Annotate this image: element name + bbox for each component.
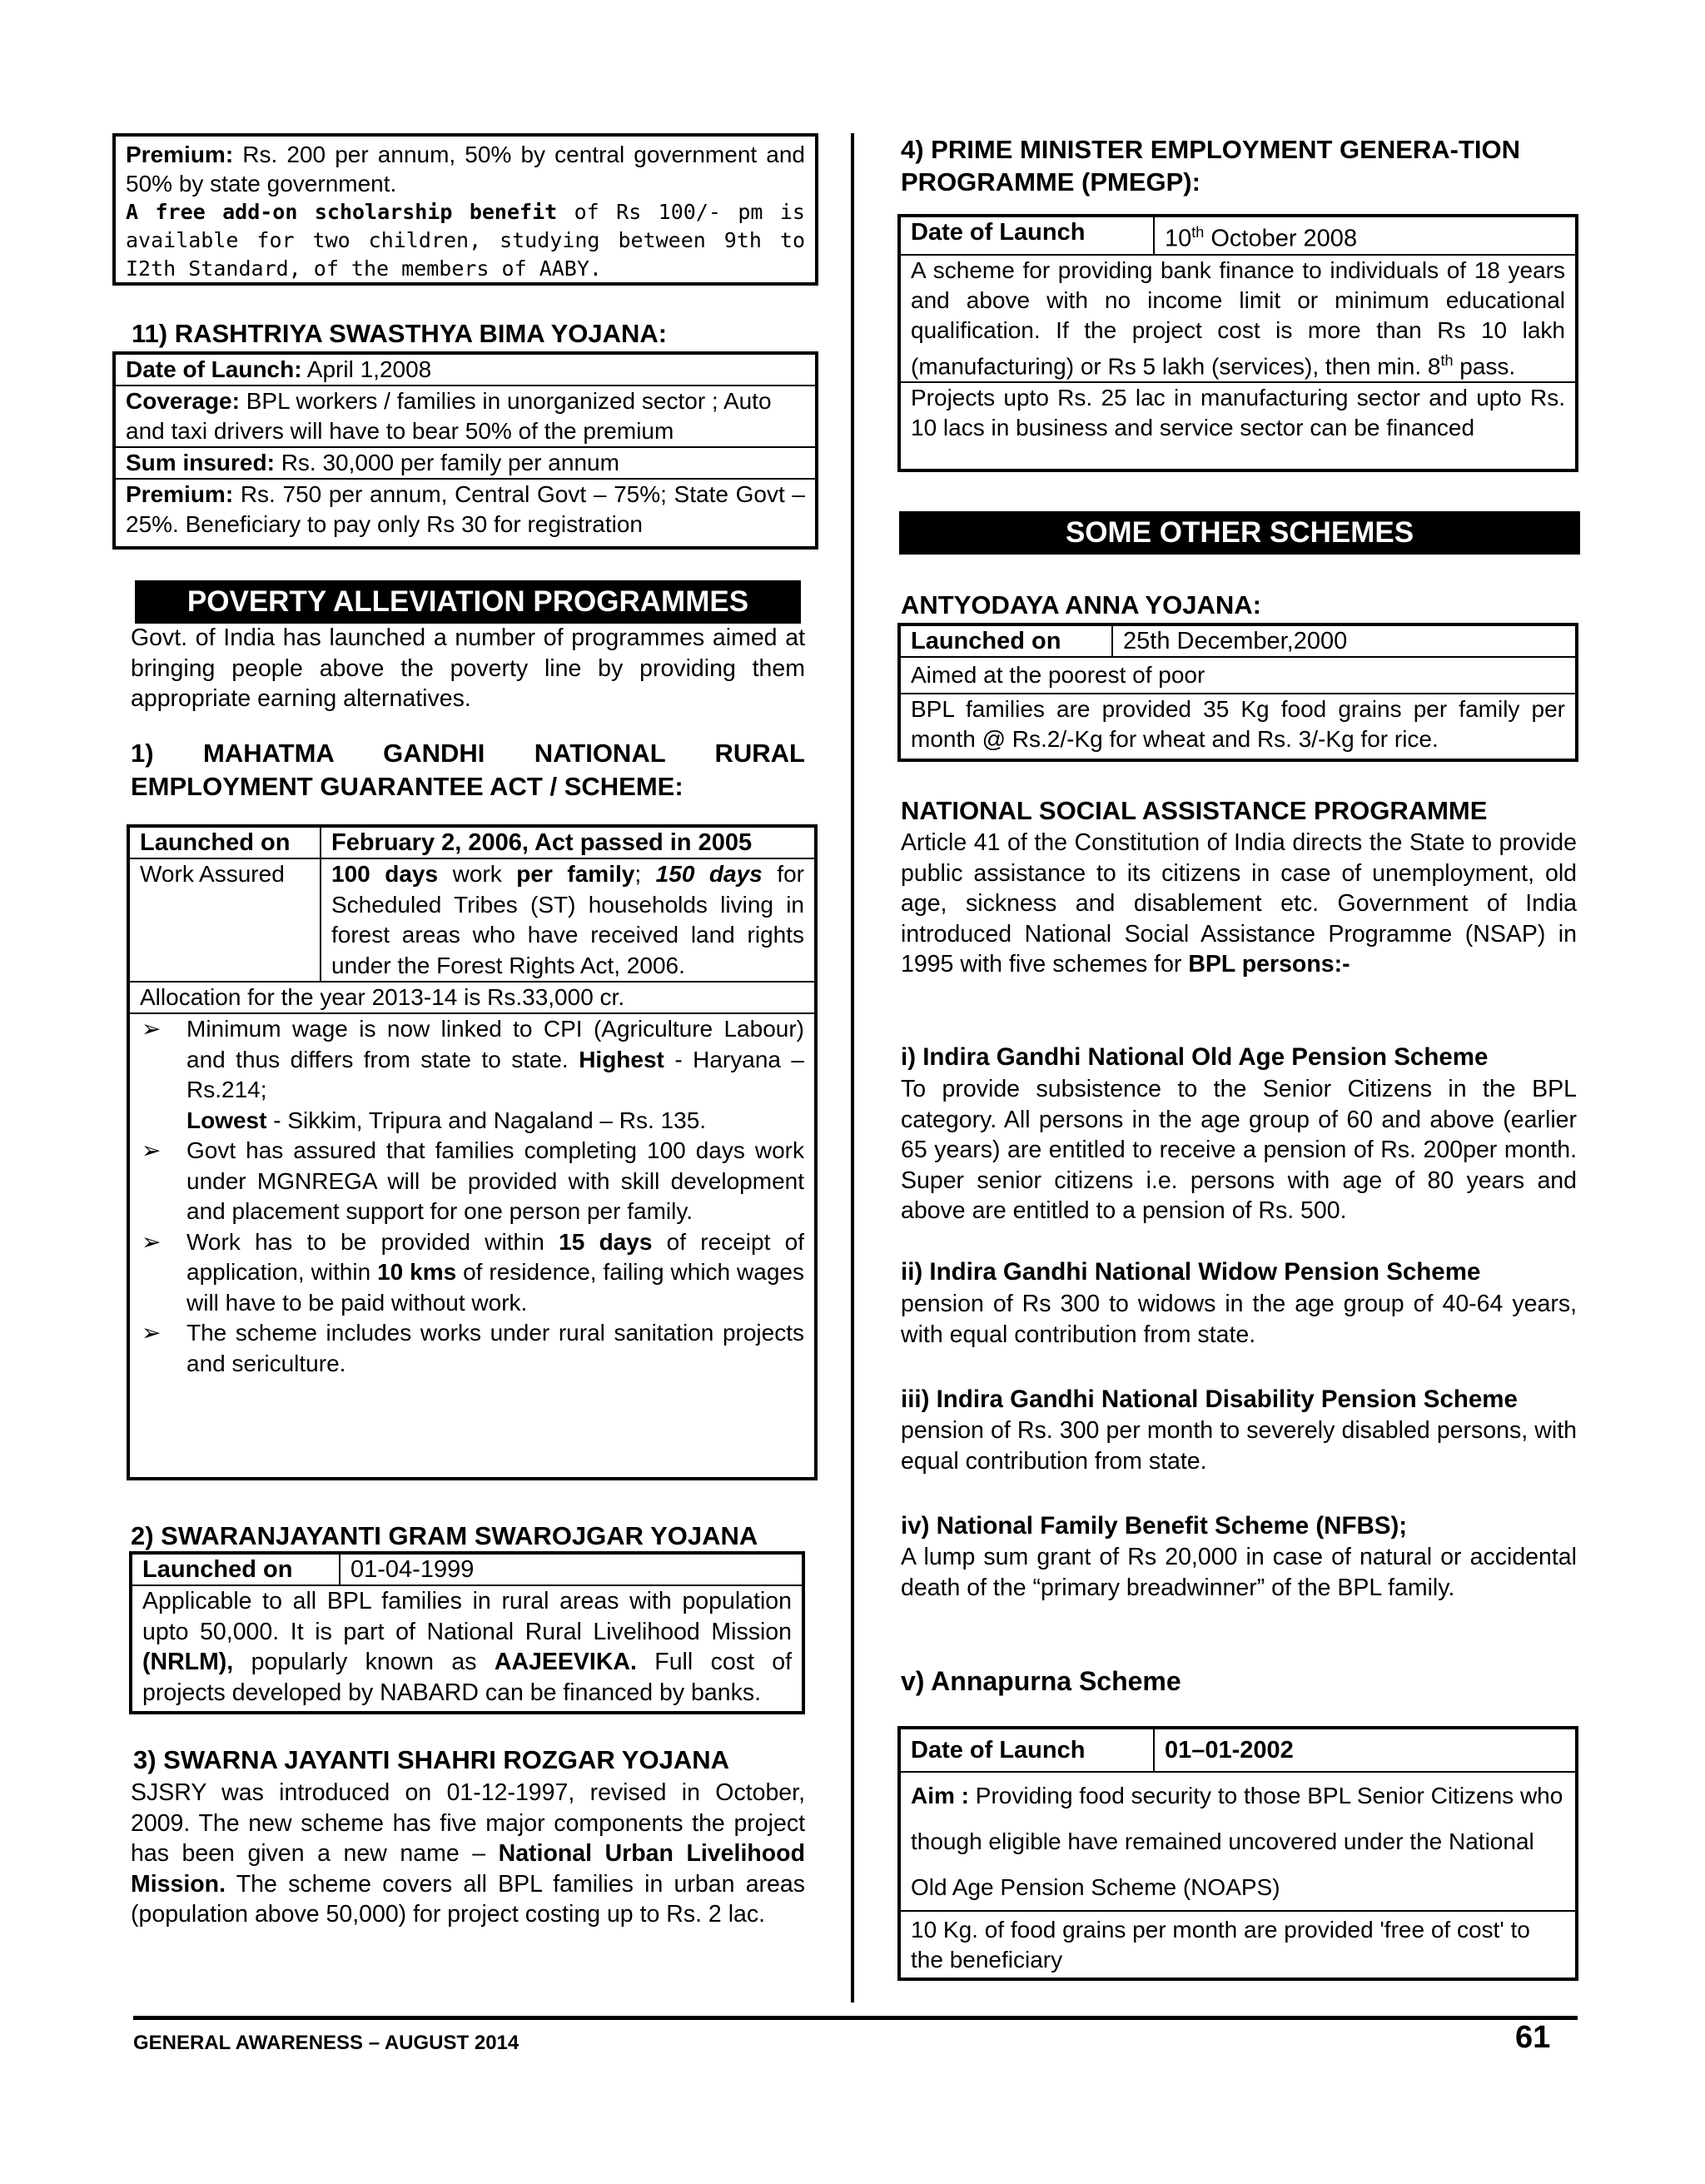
aay-aim: Aimed at the poorest of poor	[901, 658, 1575, 694]
mgnrega-heading: 1) MAHATMA GANDHI NATIONAL RURAL EMPLOYMENT GUARANTEE ACT / SCHEME:	[131, 739, 805, 801]
footer-title: GENERAL AWARENESS – AUGUST 2014	[133, 2032, 519, 2054]
nsap-s1-heading: i) Indira Gandhi National Old Age Pension Scheme	[901, 1043, 1489, 1071]
poverty-banner: POVERTY ALLEVIATION PROGRAMMES	[135, 580, 801, 624]
footer-rule	[133, 2016, 1578, 2020]
list-item: ➢ Minimum wage is now linked to CPI (Agriculture Labour) and thus differs from state to state. Highest - Haryana – Rs.214; Lowest - Sikkim, Tripura and Nagaland – Rs. 135.	[142, 1016, 805, 1133]
annapurna-grains: 10 Kg. of food grains per month are provided 'free of cost' to the beneficiary	[911, 1917, 1530, 1973]
nsap-s3-text: pension of Rs. 300 per month to severely disabled persons, with equal contribution from state.	[901, 1417, 1577, 1475]
aaby-box	[112, 133, 818, 286]
aay-table: Launched on 25th December,2000 Aimed at the poorest of poor BPL families are provided 35 Kg food grains per family per month @ Rs.2/-Kg for wheat and Rs. 3/-Kg for rice.	[897, 623, 1578, 762]
rsby-heading: 11) RASHTRIYA SWASTHYA BIMA YOJANA:	[132, 319, 668, 348]
aay-heading: ANTYODAYA ANNA YOJANA:	[901, 590, 1261, 619]
annapurna-aim: Aim : Providing food security to those BPL Senior Citizens who though eligible have remained uncovered under the National Old Age Pension Scheme (NOAPS)	[901, 1773, 1575, 1912]
page-number: 61	[1515, 2020, 1551, 2055]
aaby-premium: Premium: Rs. 200 per annum, 50% by central government and 50% by state government.	[126, 142, 805, 197]
pmegp-desc: A scheme for providing bank finance to individuals of 18 years and above with no income limit or minimum educational qualification. If the project cost is more than Rs 10 lakh (manufacturing) or Rs 5 lakh (services), then min. 8th pass.	[901, 256, 1575, 383]
mgnrega-work-row: Work Assured 100 days work per family; 150 days for Scheduled Tribes (ST) households living in forest areas who have received land rights under the Forest Rights Act, 2006.	[130, 859, 814, 983]
mgnrega-allocation: Allocation for the year 2013-14 is Rs.33,000 cr.	[130, 983, 814, 1014]
nsap-s4-heading: iv) National Family Benefit Scheme (NFBS);	[901, 1512, 1408, 1540]
nsap-intro: Article 41 of the Constitution of India directs the State to provide public assistance to its citizens in case of unemployment, old age, sickness and disablement etc. Government of India introduced National Social Assistance Programme (NSAP) in 1995 with five schemes for BPL persons:-	[901, 829, 1577, 978]
nsap-s5-heading: v) Annapurna Scheme	[901, 1666, 1181, 1696]
pmegp-heading: 4) PRIME MINISTER EMPLOYMENT GENERA-TION PROGRAMME (PMEGP):	[901, 135, 1521, 197]
nsap-heading: NATIONAL SOCIAL ASSISTANCE PROGRAMME	[901, 796, 1488, 825]
mgnrega-bullets	[130, 1014, 814, 1379]
rsby-premium-row: Premium: Rs. 750 per annum, Central Govt – 75%; State Govt – 25%. Beneficiary to pay only Rs 30 for registration	[126, 481, 805, 537]
sjsry-heading: 3) SWARNA JAYANTI SHAHRI ROZGAR YOJANA	[133, 1745, 729, 1774]
list-item: ➢ Govt has assured that families completing 100 days work under MGNREGA will be provided with skill development and placement support for one person per family.	[142, 1137, 804, 1224]
nsap-s1-text: To provide subsistence to the Senior Citizens in the BPL category. All persons in the age group of 60 and above (earlier 65 years) are entitled to receive a pension of Rs. 200per month. Super senior citizens i.e. persons with age of 80 years and above are entitled to a pension of Rs. 500.	[901, 1076, 1577, 1224]
list-item: ➢ The scheme includes works under rural sanitation projects and sericulture.	[142, 1320, 804, 1376]
nsap-s3-heading: iii) Indira Gandhi National Disability Pension Scheme	[901, 1386, 1518, 1413]
nsap-s4-text: A lump sum grant of Rs 20,000 in case of natural or accidental death of the “primary breadwinner” of the BPL family.	[901, 1544, 1577, 1601]
mgnrega-table	[127, 824, 818, 1480]
sgsy-table: Launched on 01-04-1999 Applicable to all BPL families in rural areas with population upto 50,000. It is part of National Rural Livelihood Mission (NRLM), popularly known as AAJEEVIKA. Full cost of projects developed by NABARD can be financed by banks.	[129, 1551, 805, 1714]
poverty-intro: Govt. of India has launched a number of programmes aimed at bringing people above the poverty line by providing them appropriate earning alternatives.	[131, 624, 805, 712]
sgsy-desc: Applicable to all BPL families in rural areas with population upto 50,000. It is part of National Rural Livelihood Mission (NRLM), popularly known as AAJEEVIKA. Full cost of projects developed by NABARD can be financed by banks.	[142, 1588, 793, 1706]
sgsy-heading: 2) SWARANJAYANTI GRAM SWAROJGAR YOJANA	[131, 1521, 758, 1550]
list-item: ➢ Work has to be provided within 15 days of receipt of application, within 10 kms of residence, failing which wages will have to be paid without work.	[142, 1228, 804, 1316]
nsap-s2-heading: ii) Indira Gandhi National Widow Pension Scheme	[901, 1258, 1481, 1286]
mgnrega-launched-row: Launched on February 2, 2006, Act passed in 2005	[130, 828, 814, 859]
rsby-coverage-row: Coverage: BPL workers / families in unorganized sector ; Auto and taxi drivers will have to bear 50% of the premium	[116, 386, 815, 448]
rsby-table	[112, 351, 818, 550]
pmegp-projects: Projects upto Rs. 25 lac in manufacturing sector and upto Rs. 10 lacs in business and service sector can be financed	[911, 384, 1565, 440]
nsap-s2-text: pension of Rs 300 to widows in the age group of 40-64 years, with equal contribution from state.	[901, 1291, 1577, 1348]
rsby-launch-row: Date of Launch: April 1,2008	[116, 355, 815, 386]
rsby-sum-row: Sum insured: Rs. 30,000 per family per annum	[116, 448, 815, 480]
annapurna-table: Date of Launch 01–01-2002 Aim : Providing food security to those BPL Senior Citizens who though eligible have remained uncovered under the National Old Age Pension Scheme (NOAPS) 10 Kg. of food grains per month are provided 'free of cost' to the beneficiary	[897, 1726, 1578, 1981]
column-divider	[851, 133, 854, 2002]
other-schemes-banner: SOME OTHER SCHEMES	[899, 511, 1580, 555]
aay-grains: BPL families are provided 35 Kg food grains per family per month @ Rs.2/-Kg for wheat and Rs. 3/-Kg for rice.	[911, 696, 1565, 752]
sjsry-text: SJSRY was introduced on 01-12-1997, revised in October, 2009. The new scheme has five major components the project has been given a new name – National Urban Livelihood Mission. The scheme covers all BPL families in urban areas (population above 50,000) for project costing up to Rs. 2 lac.	[131, 1779, 805, 1928]
aaby-addon: A free add-on scholarship benefit of Rs 100/- pm is available for two children, studying between 9th to I2th Standard, of the members of AABY.	[126, 200, 805, 281]
pmegp-table: Date of Launch 10th October 2008 A scheme for providing bank finance to individuals of 18 years and above with no income limit or minimum educational qualification. If the project cost is more than Rs 10 lakh (manufacturing) or Rs 5 lakh (services), then min. 8th pass. Projects upto Rs. 25 lac in manufacturing sector and upto Rs. 10 lacs in business and service sector can be financed	[897, 214, 1578, 472]
